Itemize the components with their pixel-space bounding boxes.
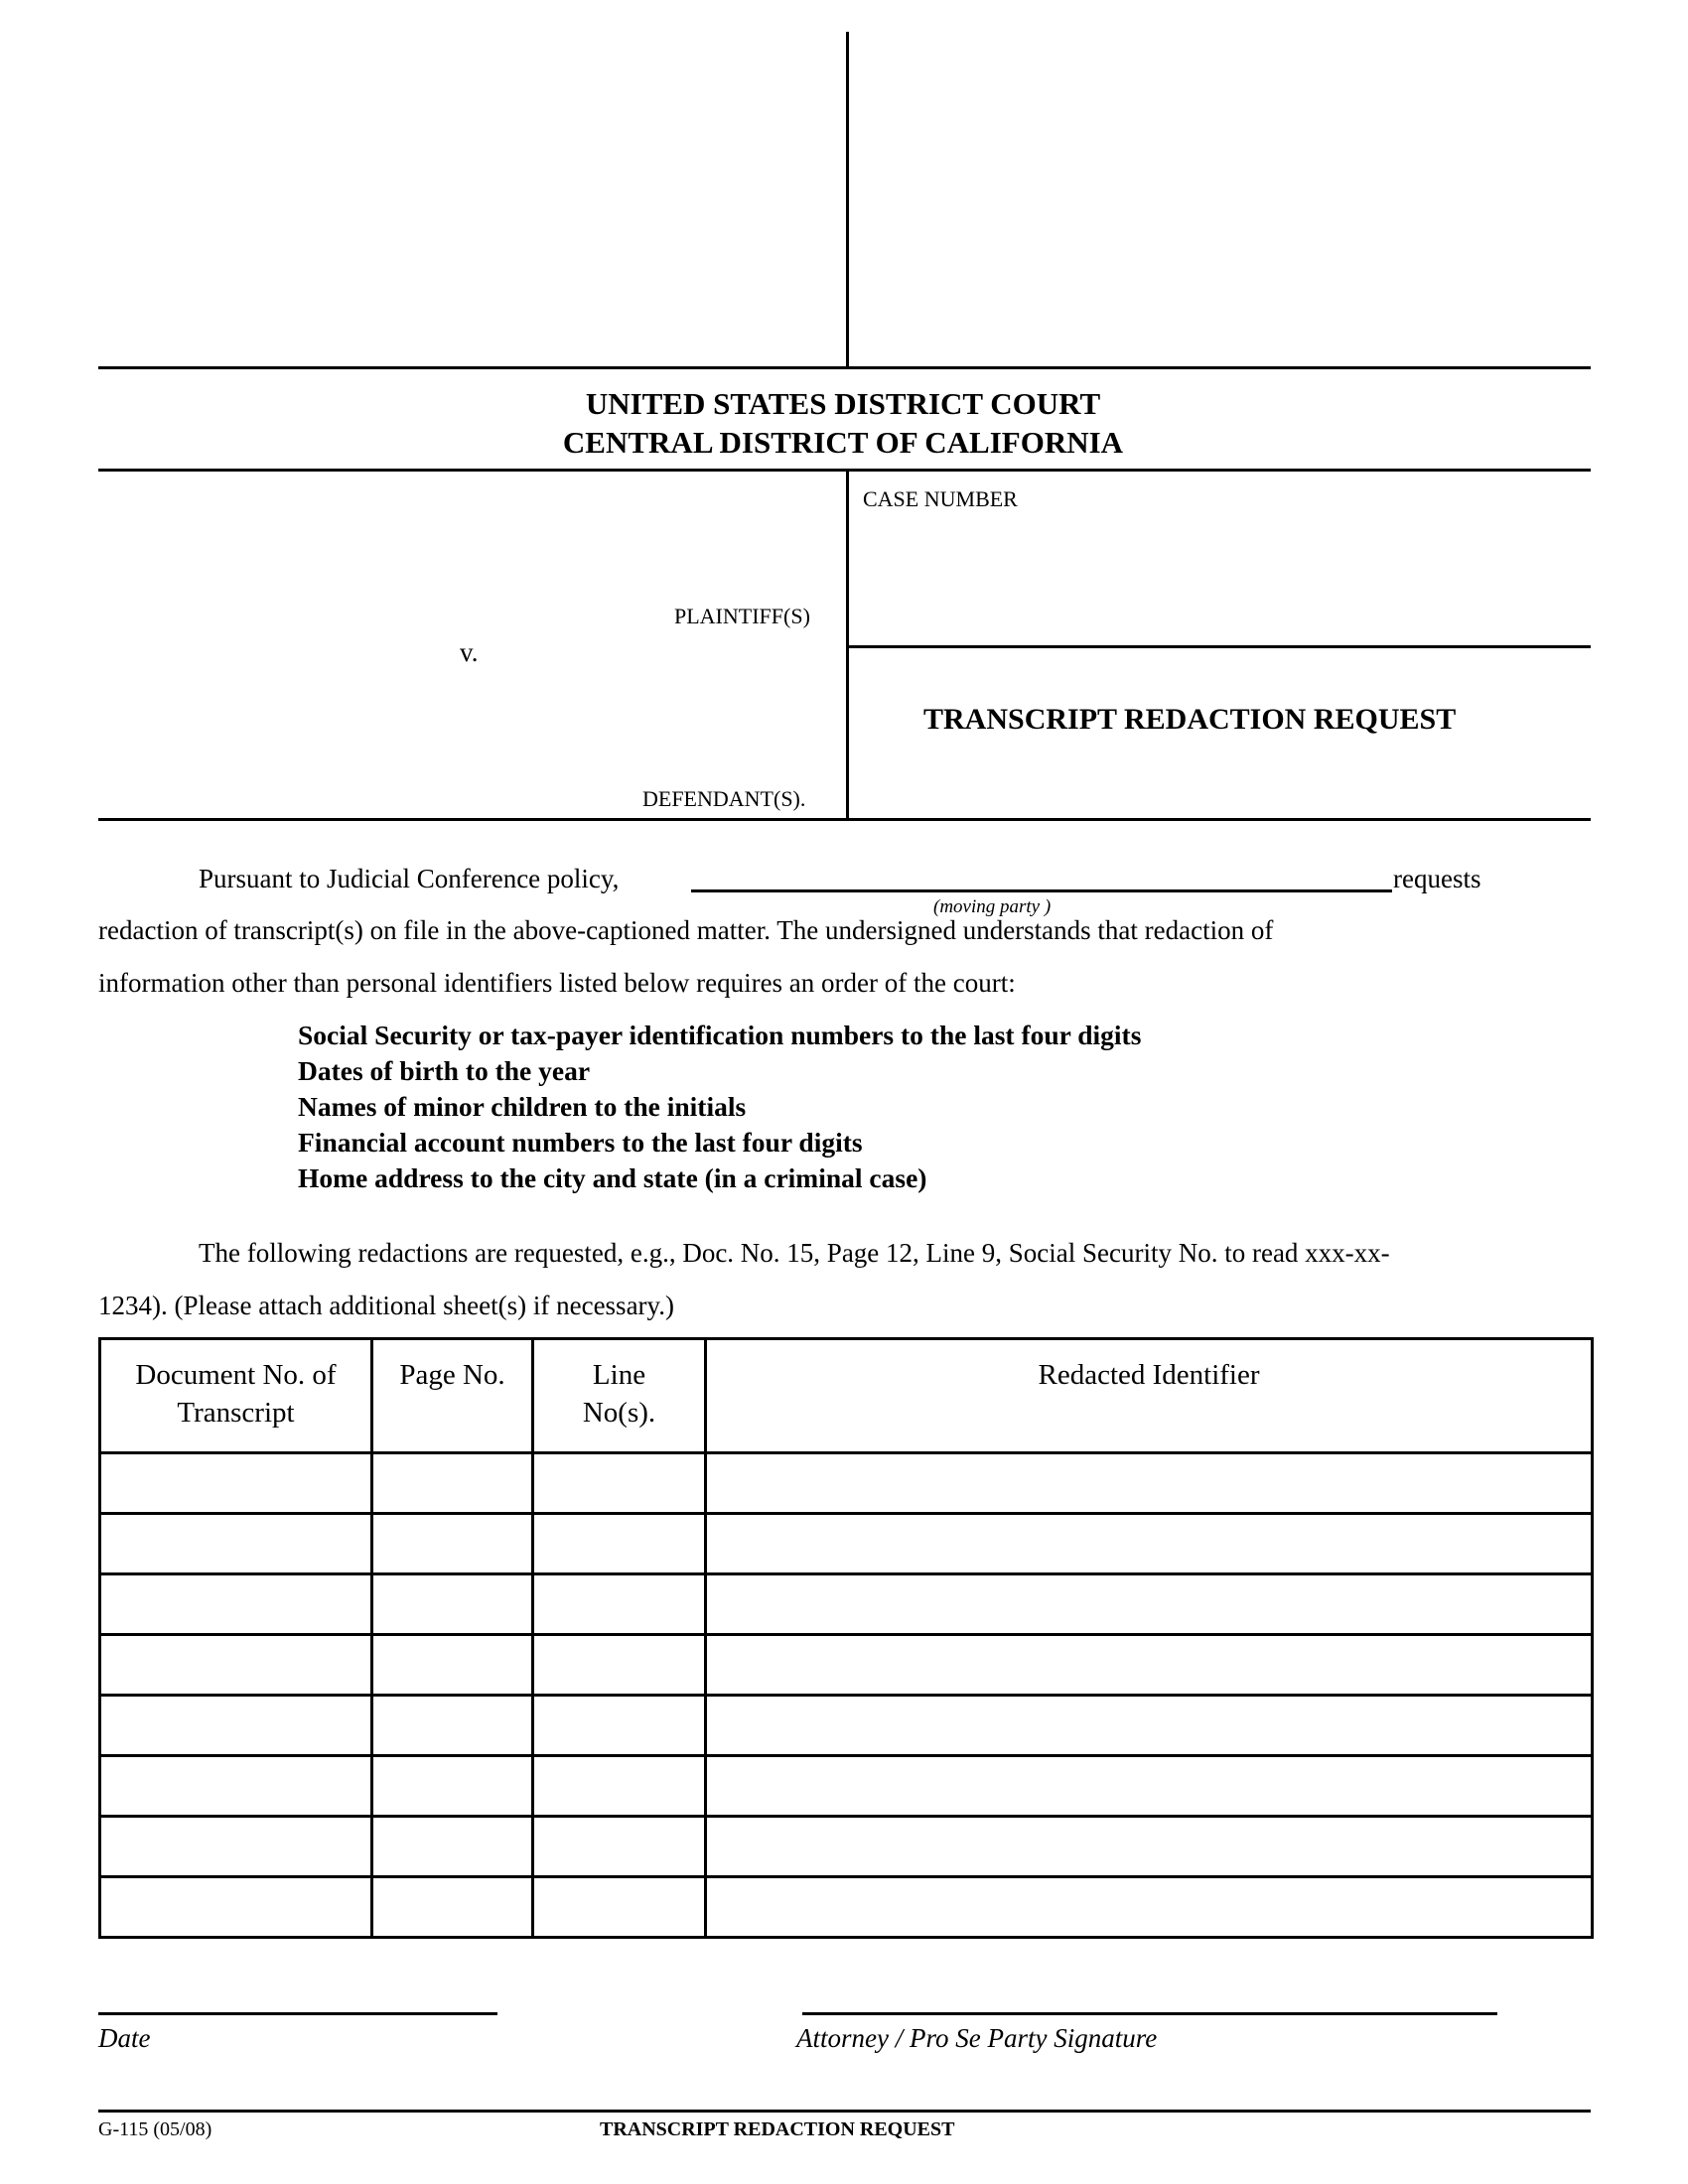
table-cell[interactable] <box>372 1514 533 1574</box>
p2-line1: The following redactions are requested, e.g., Doc. No. 15, Page 12, Line 9, Social Security No. to read xxx-xx- <box>199 1238 1390 1268</box>
table-cell[interactable] <box>372 1453 533 1514</box>
table-cell[interactable] <box>100 1635 372 1696</box>
table-cell[interactable] <box>372 1635 533 1696</box>
p1-end: requests <box>1393 864 1481 893</box>
table-cell[interactable] <box>100 1696 372 1756</box>
defendant-field[interactable] <box>109 670 635 789</box>
table-cell[interactable] <box>706 1696 1593 1756</box>
table-cell[interactable] <box>100 1817 372 1877</box>
identifier-item: Financial account numbers to the last four digits <box>298 1127 863 1158</box>
identifier-list <box>298 1018 1141 1196</box>
table-cell[interactable] <box>533 1635 706 1696</box>
plaintiff-label: PLAINTIFF(S) <box>674 604 810 628</box>
table-row <box>100 1635 1593 1696</box>
table-cell[interactable] <box>533 1514 706 1574</box>
moving-party-field[interactable] <box>691 860 1392 892</box>
table-cell[interactable] <box>706 1453 1593 1514</box>
form-title: TRANSCRIPT REDACTION REQUEST <box>923 703 1457 736</box>
form-code: G-115 (05/08) <box>98 2118 212 2140</box>
table-cell[interactable] <box>533 1574 706 1635</box>
footer-rule <box>98 2110 1591 2113</box>
p2-line2: 1234). (Please attach additional sheet(s) if necessary.) <box>98 1291 675 1320</box>
table-cell[interactable] <box>533 1696 706 1756</box>
table-cell[interactable] <box>372 1877 533 1938</box>
table-cell[interactable] <box>100 1514 372 1574</box>
table-cell[interactable] <box>706 1756 1593 1817</box>
table-header-row <box>100 1339 1593 1453</box>
table-cell[interactable] <box>372 1574 533 1635</box>
date-label: Date <box>98 2023 151 2053</box>
signature-label: Attorney / Pro Se Party Signature <box>796 2023 1158 2053</box>
redaction-table <box>98 1337 1594 1939</box>
header-top-rule <box>98 366 1591 369</box>
plaintiff-field[interactable] <box>109 481 665 620</box>
table-row <box>100 1453 1593 1514</box>
identifier-item: Social Security or tax-payer identification numbers to the last four digits <box>298 1020 1142 1050</box>
table-cell[interactable] <box>706 1635 1593 1696</box>
footer-title: TRANSCRIPT REDACTION REQUEST <box>600 2118 955 2140</box>
table-row <box>100 1756 1593 1817</box>
case-number-label: CASE NUMBER <box>863 486 1018 511</box>
table-cell[interactable] <box>706 1817 1593 1877</box>
table-cell[interactable] <box>533 1453 706 1514</box>
table-row <box>100 1877 1593 1938</box>
table-cell[interactable] <box>533 1817 706 1877</box>
table-cell[interactable] <box>372 1817 533 1877</box>
identifier-item: Home address to the city and state (in a criminal case) <box>298 1162 927 1193</box>
defendant-label: DEFENDANT(S). <box>642 786 806 811</box>
table-cell[interactable] <box>100 1756 372 1817</box>
table-cell[interactable] <box>706 1574 1593 1635</box>
caption-bottom-rule <box>98 818 1591 821</box>
header-page-no: Page No. <box>372 1339 533 1453</box>
moving-party-label: (moving party ) <box>933 896 1052 917</box>
header-bottom-rule <box>98 469 1591 472</box>
signature-field[interactable] <box>802 1982 1497 2015</box>
header-line-nos: Line No(s). <box>533 1339 706 1453</box>
p1-line3: information other than personal identifiers listed below requires an order of the court: <box>98 968 1016 998</box>
table-cell[interactable] <box>533 1877 706 1938</box>
table-cell[interactable] <box>100 1877 372 1938</box>
table-cell[interactable] <box>533 1756 706 1817</box>
identifier-item: Names of minor children to the initials <box>298 1091 747 1122</box>
date-field[interactable] <box>98 1982 497 2015</box>
header-document-no: Document No. of Transcript <box>100 1339 372 1453</box>
table-cell[interactable] <box>706 1877 1593 1938</box>
court-name-line2: CENTRAL DISTRICT OF CALIFORNIA <box>562 425 1124 460</box>
table-cell[interactable] <box>100 1574 372 1635</box>
versus-text: v. <box>460 637 479 667</box>
identifier-item: Dates of birth to the year <box>298 1055 591 1086</box>
top-vertical-divider <box>846 32 849 367</box>
table-cell[interactable] <box>372 1696 533 1756</box>
p1-line2: redaction of transcript(s) on file in the above-captioned matter. The undersigned understands that redaction of <box>98 915 1274 945</box>
table-row <box>100 1574 1593 1635</box>
table-row <box>100 1817 1593 1877</box>
table-row <box>100 1514 1593 1574</box>
header-redacted-identifier: Redacted Identifier <box>706 1339 1593 1453</box>
table-cell[interactable] <box>100 1453 372 1514</box>
case-number-field[interactable] <box>854 521 1579 635</box>
table-cell[interactable] <box>706 1514 1593 1574</box>
table-row <box>100 1696 1593 1756</box>
p1-start: Pursuant to Judicial Conference policy, <box>199 864 620 893</box>
caption-vertical-divider <box>846 469 849 820</box>
court-name-line1: UNITED STATES DISTRICT COURT <box>585 386 1101 421</box>
table-cell[interactable] <box>372 1756 533 1817</box>
case-number-rule <box>846 645 1591 648</box>
